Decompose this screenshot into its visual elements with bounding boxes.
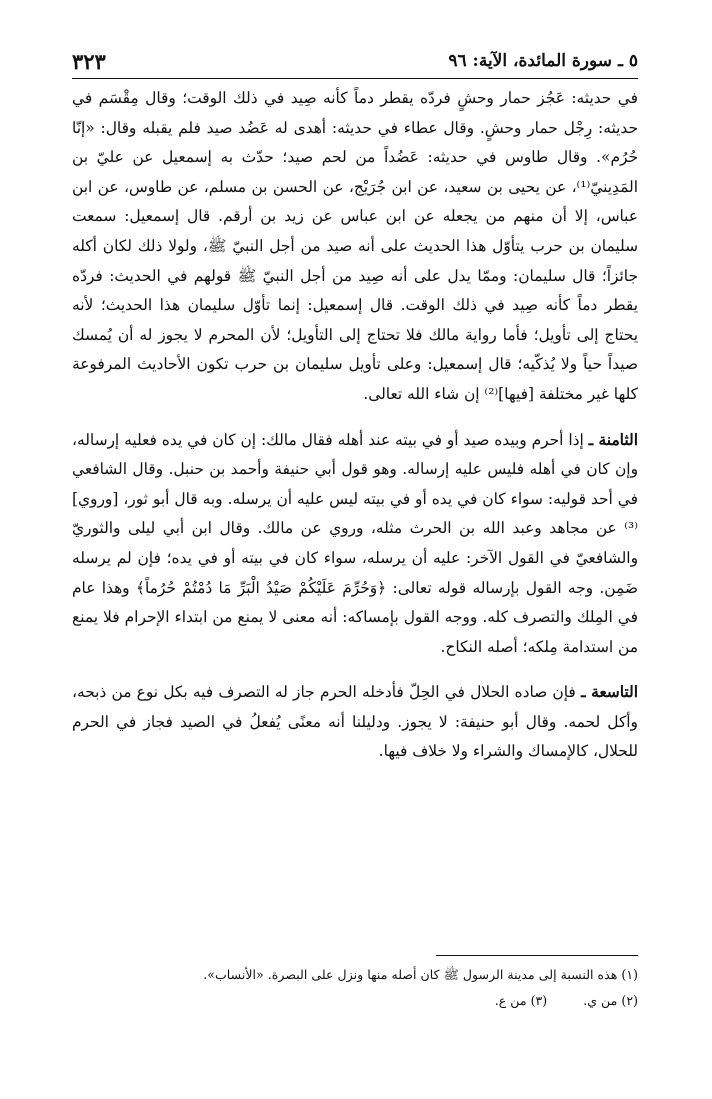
- footnote-2-3: [72, 988, 638, 1014]
- footnote-2: (٢) من ي.: [583, 993, 638, 1008]
- footnote-1: (١) هذه النسبة إلى مدينة الرسول ﷺ كان أصله منها ونزل على البصرة. «الأنساب».: [203, 967, 638, 982]
- main-text: [72, 84, 638, 767]
- paragraph-eighth: [72, 426, 638, 663]
- section-heading-ninth: التاسعة ـ: [580, 683, 638, 702]
- paragraph-ninth-text: فإن صاده الحلال في الحِلّ فأدخله الحرم جاز له التصرف فيه بكل نوع من ذبحه، وأكل لحمه. وقال أبو حنيفة: لا يجوز. ودليلنا أنه معنًى يُفعلُ في الصيد فجاز في الحرم للحلال، كالإمساك والشراء ولا خلاف فيها.: [72, 683, 638, 761]
- running-title: ٥ ـ سورة المائدة، الآية: ٩٦: [448, 51, 638, 71]
- paragraph-continued: في حديثه: عَجُز حمار وحشٍ فردّه يقطر دماً كأنه صِيد في ذلك الوقت؛ وقال مِقْسَم في حديثه: رِجْل حمار وحشٍ. وقال عطاء في حديثه: أهدى له عَضُد صيد فلم يقبله وقال: «إنّا حُرُم». وقال طاوس في حديثه: عَضُداً من لحم صيد؛ حدّث به إسمعيل عن عليّ بن المَدِينيّ⁽¹⁾، عن يحيى بن سعيد، عن ابن جُرَيْج، عن الحسن بن مسلم، عن طاوس، عن ابن عباس، إلا أن منهم من يجعله عن ابن عباس عن زيد بن أرقم. قال إسمعيل: سمعت سليمان بن حرب يتأوّل هذا الحديث على أنه صيد من أجل النبيّ ﷺ، ولولا ذلك لكان أكله جائزاً؛ قال سليمان: وممّا يدل على أنه صِيد من أجل النبيّ ﷺ قولهم في الحديث: فردّه يقطر دماً كأنه صِيد في ذلك الوقت. قال إسمعيل: إنما تأوّل سليمان هذا الحديث؛ لأنه يحتاج إلى تأويل؛ فأما رواية مالك فلا تحتاج إلى التأويل؛ لأن المحرم لا يجوز له أن يُمسك صيداً حياً ولا يُذكّيه؛ قال إسمعيل: وعلى تأويل سليمان بن حرب تكون الأحاديث المرفوعة كلها غير مختلفة [فيها]⁽²⁾ إن شاء الله تعالى.: [72, 89, 638, 403]
- page-header: [72, 44, 638, 79]
- section-heading-eighth: الثامنة ـ: [588, 430, 638, 449]
- footnote-3: (٣) من ع.: [494, 993, 548, 1008]
- paragraph-ninth: [72, 678, 638, 767]
- page-number: ٣٢٣: [72, 48, 106, 74]
- paragraph-eighth-text: إذا أحرم وبيده صيد أو في بيته عند أهله فقال مالك: إن كان في يده فعليه إرساله، وإن كان في أهله فليس عليه إرساله. وهو قول أبي حنيفة وأحمد بن حنبل. وقال الشافعي في أحد قوليه: سواء كان في يده أو في بيته ليس عليه أن يرسله. وبه قال أبو ثور، [وروي]⁽³⁾ عن مجاهد وعبد الله بن الحرث مثله، وروي عن مالك. وقال ابن أبي ليلى والثوريّ والشافعيّ في القول الآخر: عليه أن يرسله، سواء كان في بيته أو في يده؛ فإن لم يرسله ضَمِن. وجه القول بإرساله قوله تعالى: ﴿وَحُرِّمَ عَلَيْكُمْ صَيْدُ الْبَرِّ مَا دُمْتُمْ حُرُماً﴾ وهذا عام في المِلك والتصرف كله. ووجه القول بإمساكه: أنه معنى لا يمنع من ابتداء الإحرام فلا يمنع من استدامة مِلكه؛ أصله النكاح.: [72, 430, 638, 656]
- footnotes: [72, 962, 638, 1014]
- footnote-divider: [436, 955, 638, 956]
